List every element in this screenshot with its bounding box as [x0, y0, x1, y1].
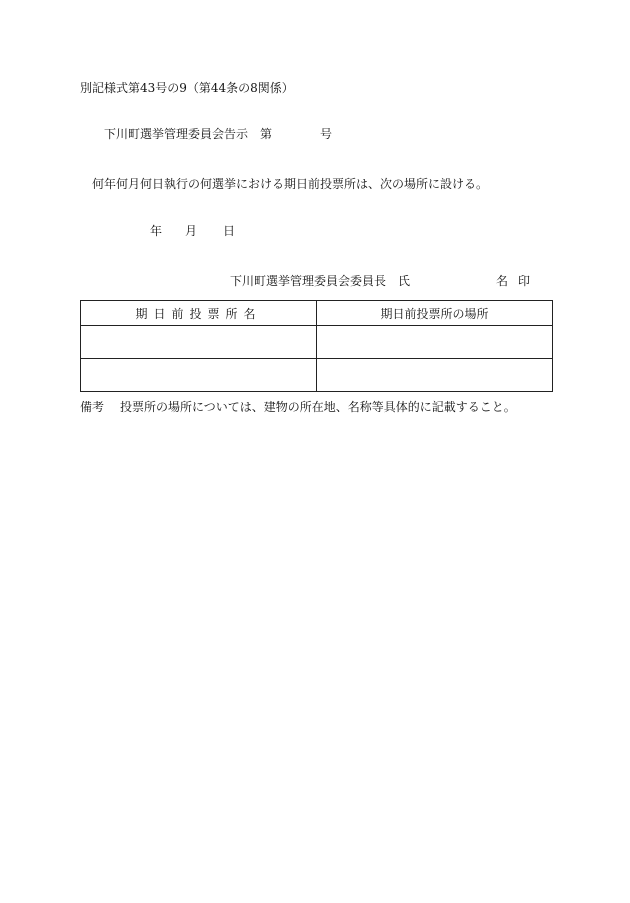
signature-seal-mark: 印 — [518, 274, 531, 288]
signature-title: 下川町選挙管理委員会委員長 氏 — [230, 274, 411, 288]
signature-name-mark: 名 — [496, 274, 509, 288]
table-cell-station-location — [317, 359, 553, 392]
date-day-label: 日 — [223, 224, 236, 238]
table-cell-station-location — [317, 326, 553, 359]
form-reference: 別記様式第43号の9（第44条の8関係） — [80, 81, 294, 95]
table-cell-station-name — [81, 359, 317, 392]
polling-station-table — [80, 300, 553, 392]
notice-body: 何年何月何日執行の何選挙における期日前投票所は、次の場所に設ける。 — [92, 177, 489, 191]
notice-title — [104, 126, 332, 142]
notice-title-suffix: 号 — [320, 127, 333, 141]
table-header-row — [81, 301, 553, 326]
notice-title-prefix: 下川町選挙管理委員会告示 第 — [104, 127, 273, 141]
table-row — [81, 326, 553, 359]
table-header-station-name: 期日前投票所名 — [81, 301, 317, 326]
remarks-text: 投票所の場所については、建物の所在地、名称等具体的に記載すること。 — [120, 400, 516, 414]
date-year-label: 年 — [150, 224, 163, 238]
date-line — [150, 223, 235, 239]
date-month-label: 月 — [185, 224, 198, 238]
table-row — [81, 359, 553, 392]
remarks — [80, 399, 516, 415]
table-cell-station-name — [81, 326, 317, 359]
remarks-label: 備考 — [80, 400, 105, 414]
signature-line — [230, 273, 530, 289]
table-header-station-location: 期日前投票所の場所 — [317, 301, 553, 326]
